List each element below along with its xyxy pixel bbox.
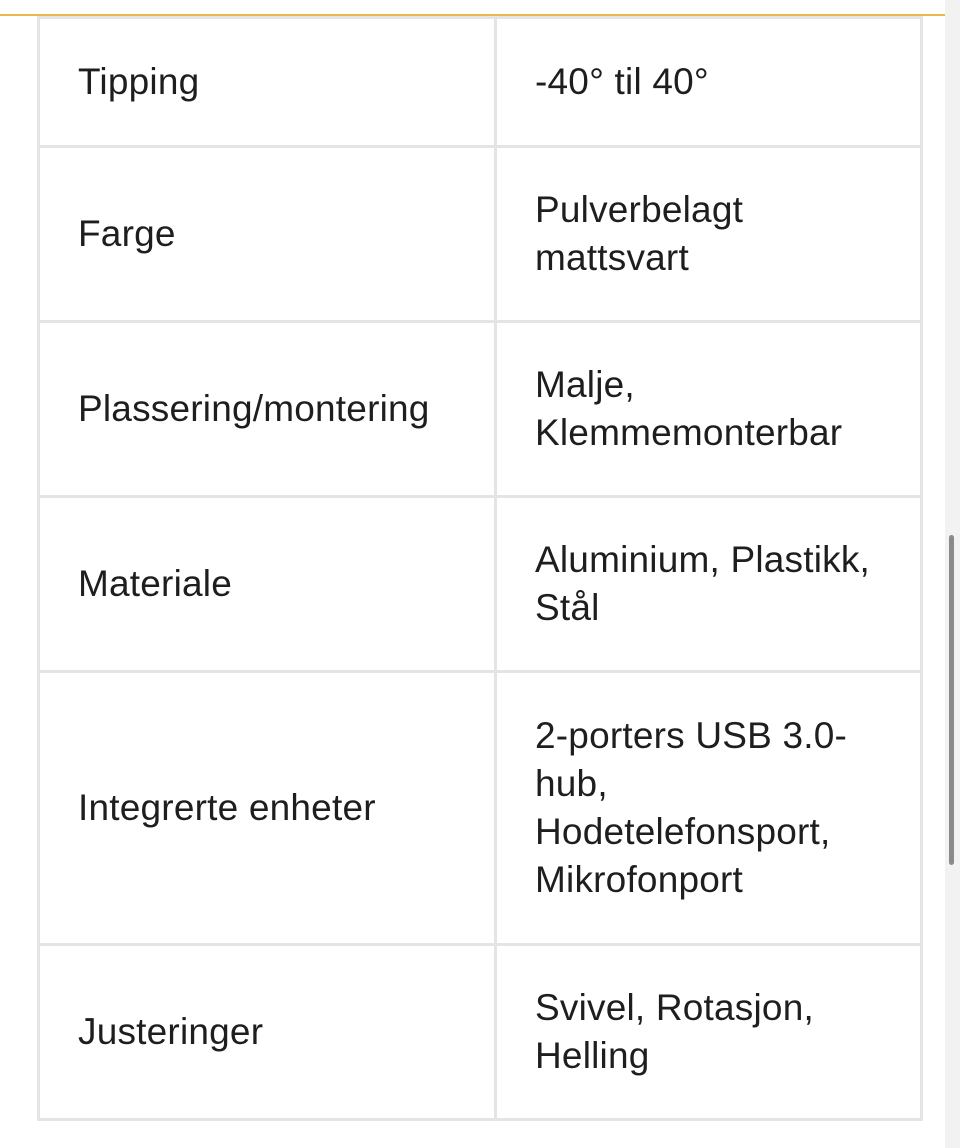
spec-value: Svivel, Rotasjon, Helling: [496, 945, 922, 1120]
scrollbar-thumb[interactable]: [949, 535, 954, 865]
spec-value: 2-porters USB 3.0-hub, Hodetelefonsport, Mikrofonport: [496, 672, 922, 945]
spec-value: Malje, Klemmemonterbar: [496, 322, 922, 497]
spec-label: Justeringer: [39, 945, 496, 1120]
spec-label: Plassering/montering: [39, 322, 496, 497]
vertical-scrollbar[interactable]: [945, 0, 960, 1148]
header-accent-line: [0, 0, 945, 16]
spec-value: Pulverbelagt mattsvart: [496, 147, 922, 322]
table-row: [39, 945, 922, 1120]
table-row: [39, 672, 922, 945]
table-row: [39, 322, 922, 497]
spec-label: Materiale: [39, 497, 496, 672]
table-row: [39, 147, 922, 322]
table-row: [39, 497, 922, 672]
spec-label: Tipping: [39, 18, 496, 147]
spec-table: [37, 16, 923, 1121]
spec-label: Farge: [39, 147, 496, 322]
spec-label: Integrerte enheter: [39, 672, 496, 945]
spec-value: -40° til 40°: [496, 18, 922, 147]
table-row: [39, 18, 922, 147]
spec-value: Aluminium, Plastikk, Stål: [496, 497, 922, 672]
